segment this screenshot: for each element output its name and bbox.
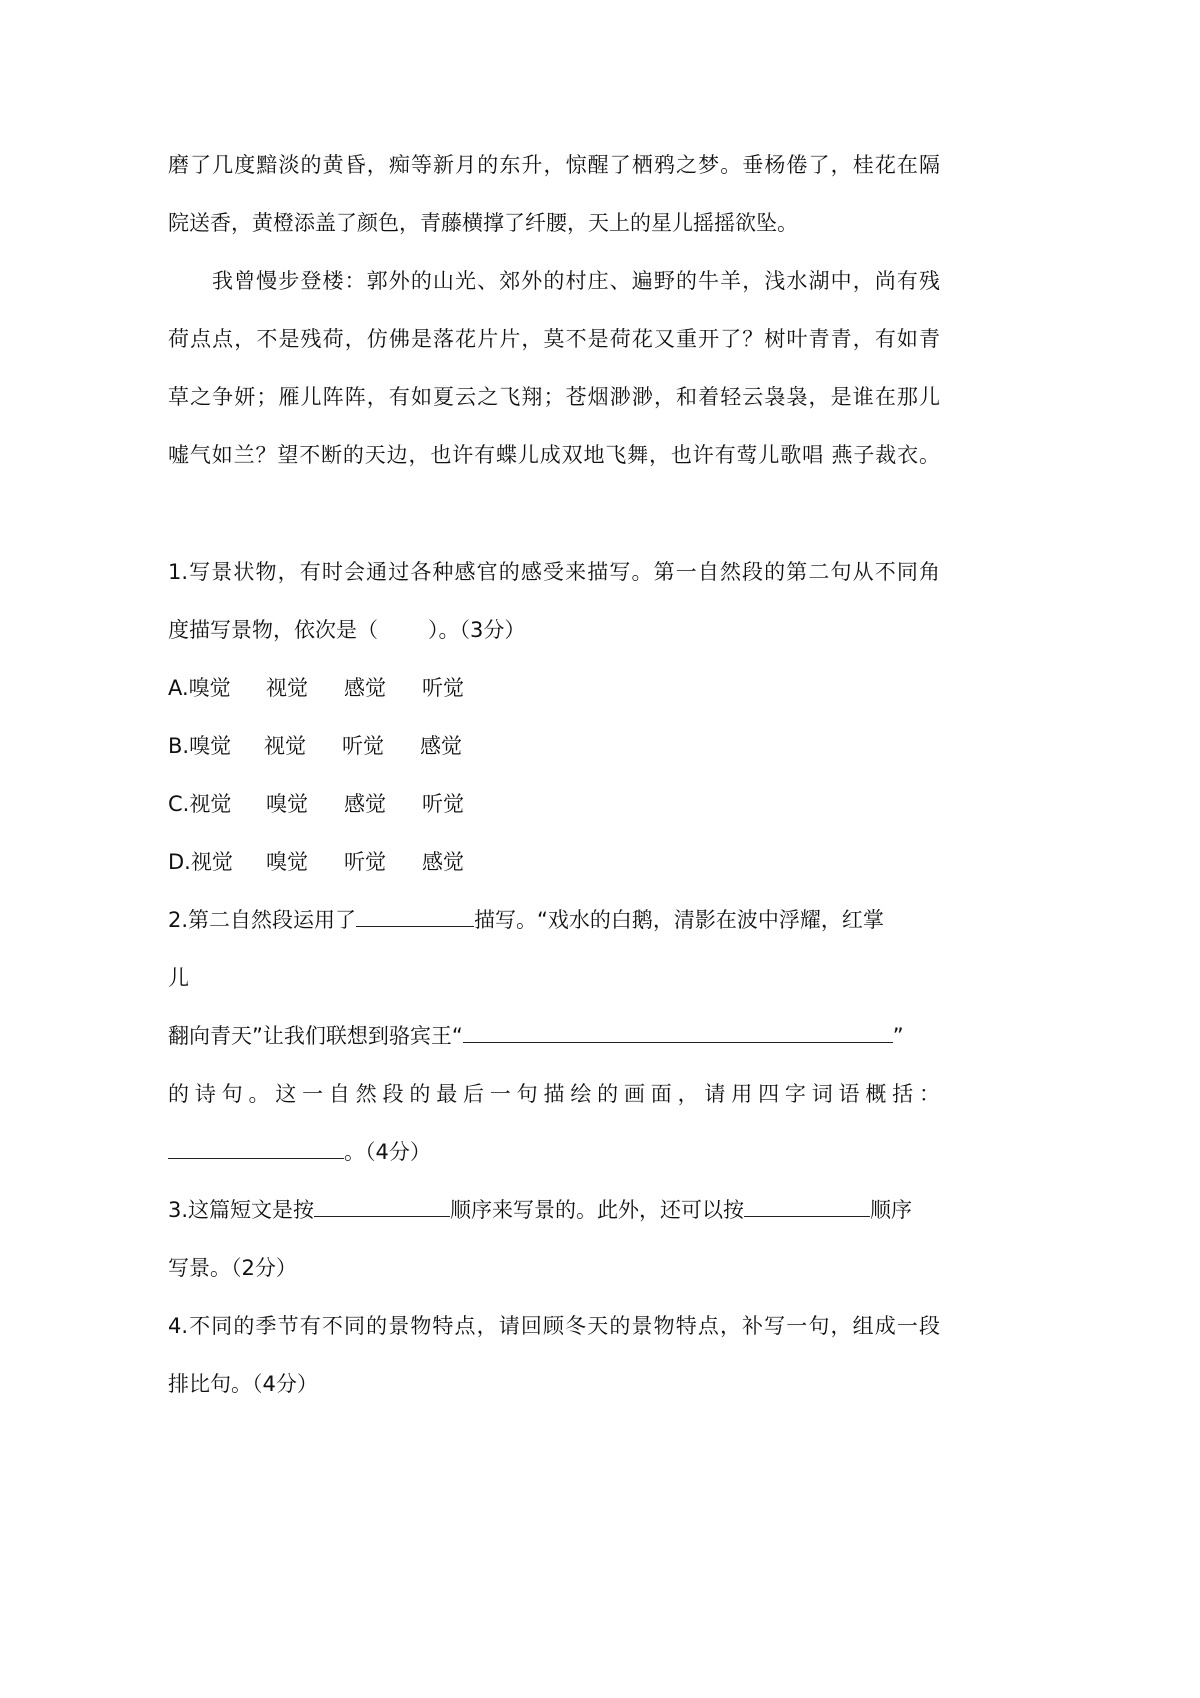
passage-line: 草之争妍；雁儿阵阵，有如夏云之飞翔；苍烟渺渺，和着轻云袅袅，是谁在那儿 — [168, 385, 940, 409]
question-text-part: ）。（3分） — [428, 618, 526, 642]
passage-line: 荷点点，不是残荷，仿佛是落花片片，莫不是荷花又重开了？树叶青青，有如青 — [168, 327, 940, 351]
answer-blank[interactable] — [744, 1196, 870, 1217]
option-word: 听觉 — [422, 792, 464, 816]
option-label: C.视觉 — [168, 792, 232, 816]
option-word: 听觉 — [422, 676, 464, 700]
passage-line: 磨了几度黯淡的黄昏，痴等新月的东升，惊醒了栖鸦之梦。垂杨倦了，桂花在隔 — [168, 153, 940, 177]
option-word: 视觉 — [266, 676, 308, 700]
question-text-part: 描写。“戏水的白鹅，清影在波中浮耀，红掌 — [474, 908, 884, 932]
question-text: 4.不同的季节有不同的景物特点，请回顾冬天的景物特点，补写一句，组成一段 — [168, 1314, 940, 1338]
option-word: 听觉 — [344, 850, 386, 874]
option-b[interactable] — [168, 731, 940, 761]
option-d[interactable] — [168, 847, 940, 877]
answer-blank[interactable] — [463, 1022, 893, 1043]
passage-line: 院送香，黄橙添盖了颜色，青藤横撑了纤腰，天上的星儿摇摇欲坠。 — [168, 211, 798, 235]
answer-blank[interactable] — [168, 1138, 344, 1159]
option-word: 感觉 — [422, 850, 464, 874]
option-c[interactable] — [168, 789, 940, 819]
question-text — [168, 615, 940, 645]
option-a[interactable] — [168, 673, 940, 703]
option-word: 感觉 — [344, 676, 386, 700]
question-text-part: 顺序 — [870, 1198, 913, 1222]
question-text-part: ” — [892, 1024, 904, 1048]
question-text-part: 。（4分） — [344, 1140, 431, 1164]
answer-blank[interactable] — [356, 906, 474, 927]
option-word: 嗅觉 — [266, 792, 308, 816]
question-text: 儿 — [168, 966, 189, 990]
question-text — [168, 1021, 940, 1051]
question-text: 的诗句。这一自然段的最后一句描绘的画面，请用四字词语概括： — [168, 1082, 940, 1106]
question-text-part: 度描写景物，依次是（ — [168, 618, 378, 642]
answer-blank[interactable] — [314, 1196, 450, 1217]
option-word: 视觉 — [264, 734, 306, 758]
option-word: 感觉 — [344, 792, 386, 816]
option-label: A.嗅觉 — [168, 676, 231, 700]
option-word: 感觉 — [420, 734, 462, 758]
passage-line: 嘘气如兰？望不断的天边，也许有蝶儿成双地飞舞，也许有莺儿歌唱 燕子裁衣。 — [168, 443, 940, 467]
option-label: D.视觉 — [168, 850, 233, 874]
question-text-part: 2.第二自然段运用了 — [168, 908, 357, 932]
question-text-part: 3.这篇短文是按 — [168, 1198, 315, 1222]
option-label: B.嗅觉 — [168, 734, 232, 758]
option-word: 嗅觉 — [266, 850, 308, 874]
question-text: 写景。（2分） — [168, 1256, 297, 1280]
question-text — [168, 1195, 940, 1225]
question-text: 1.写景状物，有时会通过各种感官的感受来描写。第一自然段的第二句从不同角 — [168, 560, 940, 584]
question-text — [168, 905, 940, 935]
passage-line: 我曾慢步登楼：郭外的山光、郊外的村庄、遍野的牛羊，浅水湖中，尚有残 — [212, 269, 940, 293]
question-text-part: 翻向青天”让我们联想到骆宾王“ — [168, 1024, 463, 1048]
question-text — [168, 1137, 940, 1167]
question-text: 排比句。（4分） — [168, 1372, 318, 1396]
question-text-part: 顺序来写景的。此外，还可以按 — [450, 1198, 745, 1222]
option-word: 听觉 — [342, 734, 384, 758]
